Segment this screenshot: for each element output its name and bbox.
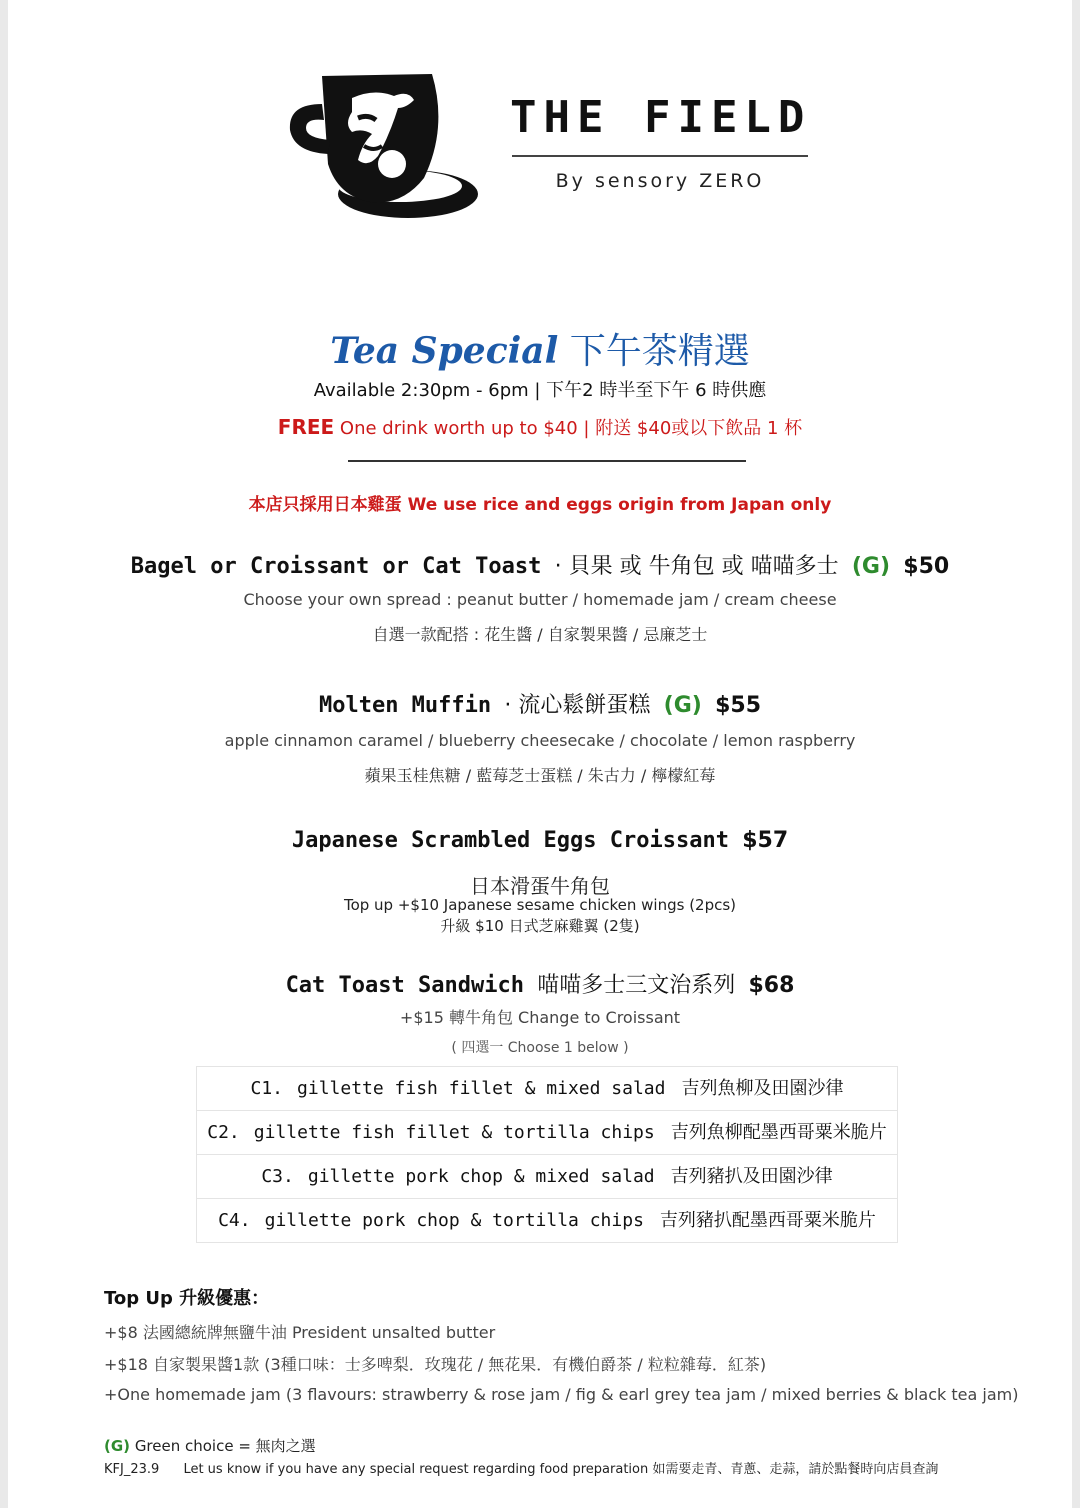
option-code: C4. [218, 1210, 251, 1231]
availability-text: Available 2:30pm - 6pm | 下午2 時半至下午 6 時供應 [313, 380, 767, 401]
eggs-title-en: Japanese Scrambled Eggs Croissant [291, 828, 729, 853]
option-name-zh: 吉列豬扒配墨西哥粟米脆片 [659, 1210, 876, 1231]
sandwich-title-zh: 喵喵多士三文治系列 [537, 973, 736, 998]
special-request-note: Let us know if you have any special request regarding food preparation 如需要走青、青蔥、走蒜，請於點餐時向店員查詢 [183, 1462, 939, 1477]
table-row [197, 1155, 897, 1199]
origin-note: 本店只採用日本雞蛋 We use rice and eggs origin from Japan only [248, 495, 832, 515]
sandwich-title-en: Cat Toast Sandwich [285, 973, 524, 998]
muffin-item-title [8, 688, 1072, 719]
free-label: FREE [277, 415, 335, 439]
eggs-price: $57 [742, 828, 789, 853]
bagel-price: $50 [903, 554, 950, 579]
sandwich-options-table [196, 1066, 898, 1243]
table-row [197, 1067, 897, 1111]
eggs-name-zh: 日本滑蛋牛角包 [470, 874, 610, 898]
muffin-price: $55 [715, 693, 762, 718]
choose-one-note: ( 四選一 Choose 1 below ) [451, 1040, 629, 1056]
eggs-topup-zh: 升級 $10 日式芝麻雞翼 (2隻) [440, 917, 640, 935]
option-name-zh: 吉列魚柳配墨西哥粟米脆片 [670, 1122, 887, 1143]
topup-line: +$8 法國總統牌無鹽牛油 President unsalted butter [104, 1323, 496, 1342]
green-choice-legend [104, 1435, 316, 1456]
option-code: C1. [250, 1078, 284, 1099]
green-choice-badge: (G) [663, 693, 702, 718]
option-name-zh: 吉列豬扒及田園沙律 [670, 1166, 833, 1187]
option-name-en: gillette pork chop & tortilla chips [264, 1210, 644, 1231]
option-code: C3. [261, 1166, 294, 1187]
cat-in-cup-logo-icon [282, 68, 482, 224]
muffin-desc-zh: 蘋果玉桂焦糖 / 藍莓芝士蛋糕 / 朱古力 / 檸檬紅莓 [364, 766, 716, 785]
topup-heading: Top Up 升級優惠： [104, 1288, 270, 1309]
tea-special-title-en: Tea Special [330, 330, 559, 372]
bagel-desc-en: Choose your own spread : peanut butter / homemade jam / cream cheese [243, 590, 837, 609]
tea-special-title-zh: 下午茶精選 [569, 331, 750, 372]
brand-divider [512, 155, 808, 157]
free-drink-detail: One drink worth up to $40 | 附送 $40或以下飲品 1 杯 [339, 418, 803, 439]
brand-title: THE FIELD [510, 92, 812, 143]
footer-note [104, 1458, 938, 1477]
eggs-topup-en: Top up +$10 Japanese sesame chicken wings (2pcs) [343, 896, 737, 914]
croissant-change-note: +$15 轉牛角包 Change to Croissant [399, 1008, 681, 1027]
menu-code: KFJ_23.9 [104, 1462, 160, 1477]
eggs-item-title [8, 828, 1072, 853]
bagel-item-title [8, 549, 1072, 580]
green-choice-badge: (G) [851, 554, 891, 579]
topup-line: +One homemade jam (3 flavours: strawberry & rose jam / fig & earl grey tea jam / mixed berries & black tea jam) [104, 1385, 1019, 1404]
bagel-title-zh: · 貝果 或 牛角包 或 喵喵多士 [554, 554, 839, 579]
table-row [197, 1111, 897, 1155]
tea-special-title [8, 323, 1072, 374]
sandwich-price: $68 [748, 973, 795, 998]
menu-page [8, 0, 1072, 1508]
green-choice-text: Green choice = 無肉之選 [134, 1437, 316, 1455]
bagel-desc-zh: 自選一款配搭 : 花生醬 / 自家製果醬 / 忌廉芝士 [372, 625, 708, 644]
option-name-en: gillette fish fillet & tortilla chips [253, 1122, 655, 1143]
green-choice-tag: (G) [104, 1437, 131, 1455]
muffin-title-en: Molten Muffin [318, 693, 492, 718]
bagel-title-en: Bagel or Croissant or Cat Toast [130, 554, 542, 579]
muffin-desc-en: apple cinnamon caramel / blueberry cheesecake / chocolate / lemon raspberry [224, 731, 856, 750]
sandwich-item-title [8, 968, 1072, 999]
topup-line: +$18 自家製果醬1款 (3種口味：士多啤梨．玫瑰花 / 無花果．有機伯爵茶 / 粒粒雜莓．紅茶) [104, 1355, 767, 1374]
option-code: C2. [207, 1122, 240, 1143]
section-divider [348, 460, 746, 462]
option-name-en: gillette pork chop & mixed salad [307, 1166, 655, 1187]
free-drink-text [8, 414, 1072, 440]
brand-subtitle: By sensory ZERO [555, 170, 765, 192]
table-row [197, 1199, 897, 1242]
muffin-title-zh: · 流心鬆餅蛋糕 [504, 693, 651, 718]
option-name-en: gillette fish fillet & mixed salad [297, 1078, 666, 1099]
option-name-zh: 吉列魚柳及田園沙律 [681, 1078, 844, 1099]
